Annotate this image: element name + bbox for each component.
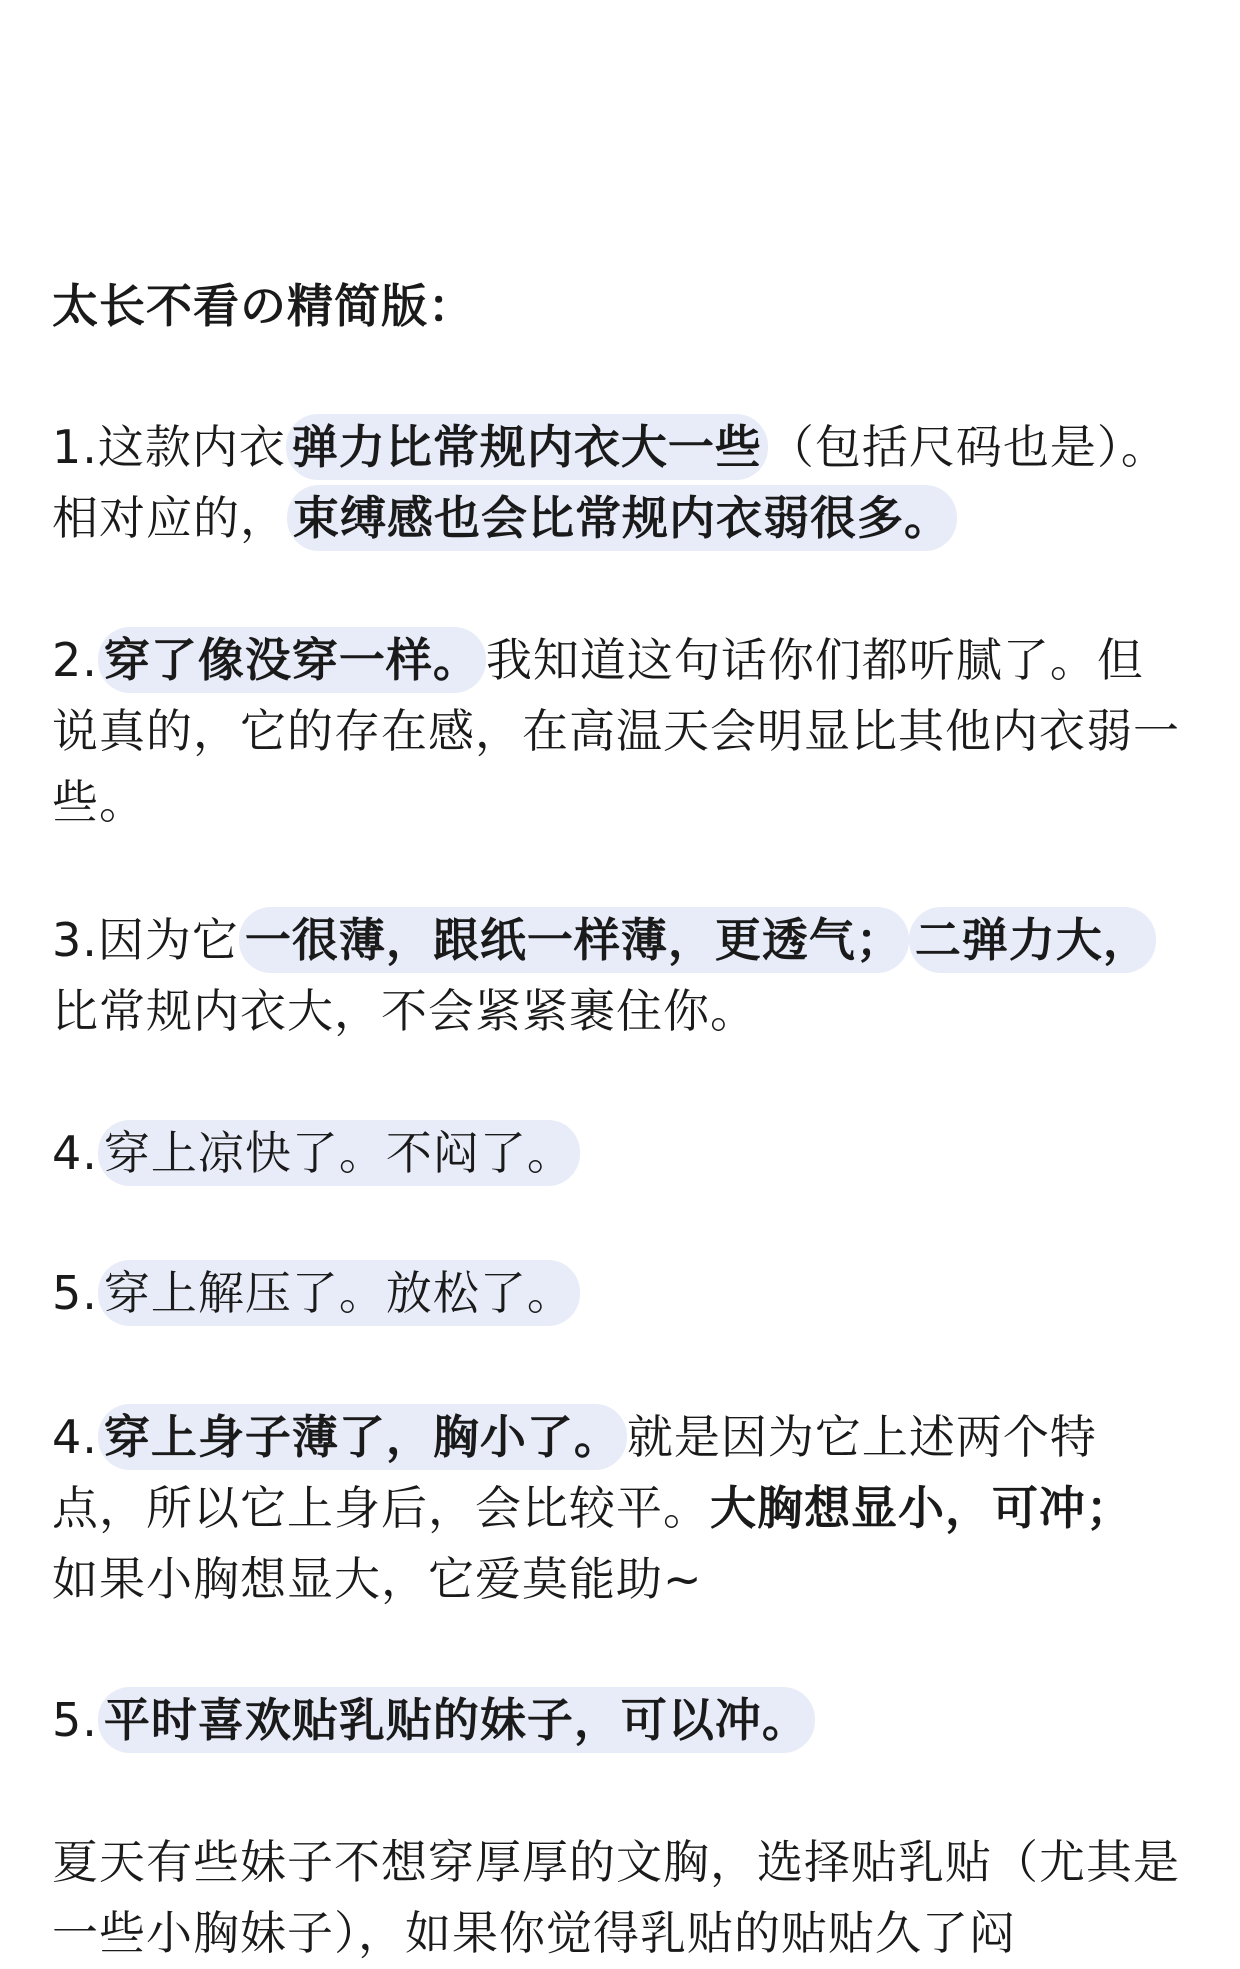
paragraph-1 xyxy=(52,412,1182,554)
p3-text-a: 3.因为它 xyxy=(52,913,239,967)
p6-text-e: 如果小胸想显大，它爱莫能助~ xyxy=(52,1552,703,1606)
paragraph-4 xyxy=(52,1118,1182,1189)
p1-highlight-b: 弹力比常规内衣大一些 xyxy=(286,414,768,480)
p6-highlight-b: 穿上身子薄了，胸小了。 xyxy=(98,1404,627,1470)
paragraph-5 xyxy=(52,1258,1182,1329)
p1-highlight-d: 束缚感也会比常规内衣弱很多。 xyxy=(287,485,957,551)
p5-highlight-b: 穿上解压了。放松了。 xyxy=(98,1260,580,1326)
p3-highlight-c: 二弹力大， xyxy=(909,907,1156,973)
p7-highlight-b: 平时喜欢贴乳贴的妹子，可以冲。 xyxy=(98,1687,815,1753)
p3-highlight-b: 一很薄，跟纸一样薄，更透气； xyxy=(239,907,909,973)
p1-text-c: （包括尺码也是）。相对应的， xyxy=(52,420,1168,545)
p6-bold-d: 大胸想显小，可冲； xyxy=(710,1481,1133,1535)
p8-text-a: 夏天有些妹子不想穿厚厚的文胸，选择贴乳贴（尤其是一些小胸妹子），如果你觉得乳贴的贴贴久了闷 xyxy=(52,1835,1180,1960)
p6-text-a: 4. xyxy=(52,1410,98,1464)
p6-text-c: 就是因为它上述两个特点，所以它上身后，会比较平。 xyxy=(52,1410,1097,1535)
p4-text-a: 4. xyxy=(52,1126,98,1180)
paragraph-6 xyxy=(52,1402,1182,1615)
p7-text-a: 5. xyxy=(52,1693,98,1747)
p2-text-c: 我知道这句话你们都听腻了。但说真的，它的存在感，在高温天会明显比其他内衣弱一些。 xyxy=(52,633,1180,829)
paragraph-3 xyxy=(52,905,1182,1047)
p2-text-a: 2. xyxy=(52,633,98,687)
p5-text-a: 5. xyxy=(52,1266,98,1320)
p4-highlight-b: 穿上凉快了。不闷了。 xyxy=(98,1120,580,1186)
paragraph-7 xyxy=(52,1685,1182,1756)
paragraph-8 xyxy=(52,1827,1182,1969)
p2-highlight-b: 穿了像没穿一样。 xyxy=(98,627,486,693)
p3-text-d: 比常规内衣大，不会紧紧裹住你。 xyxy=(52,984,757,1038)
p1-text-a: 1.这款内衣 xyxy=(52,420,286,474)
paragraph-2 xyxy=(52,625,1182,838)
section-heading: 太长不看の精简版： xyxy=(52,279,475,333)
